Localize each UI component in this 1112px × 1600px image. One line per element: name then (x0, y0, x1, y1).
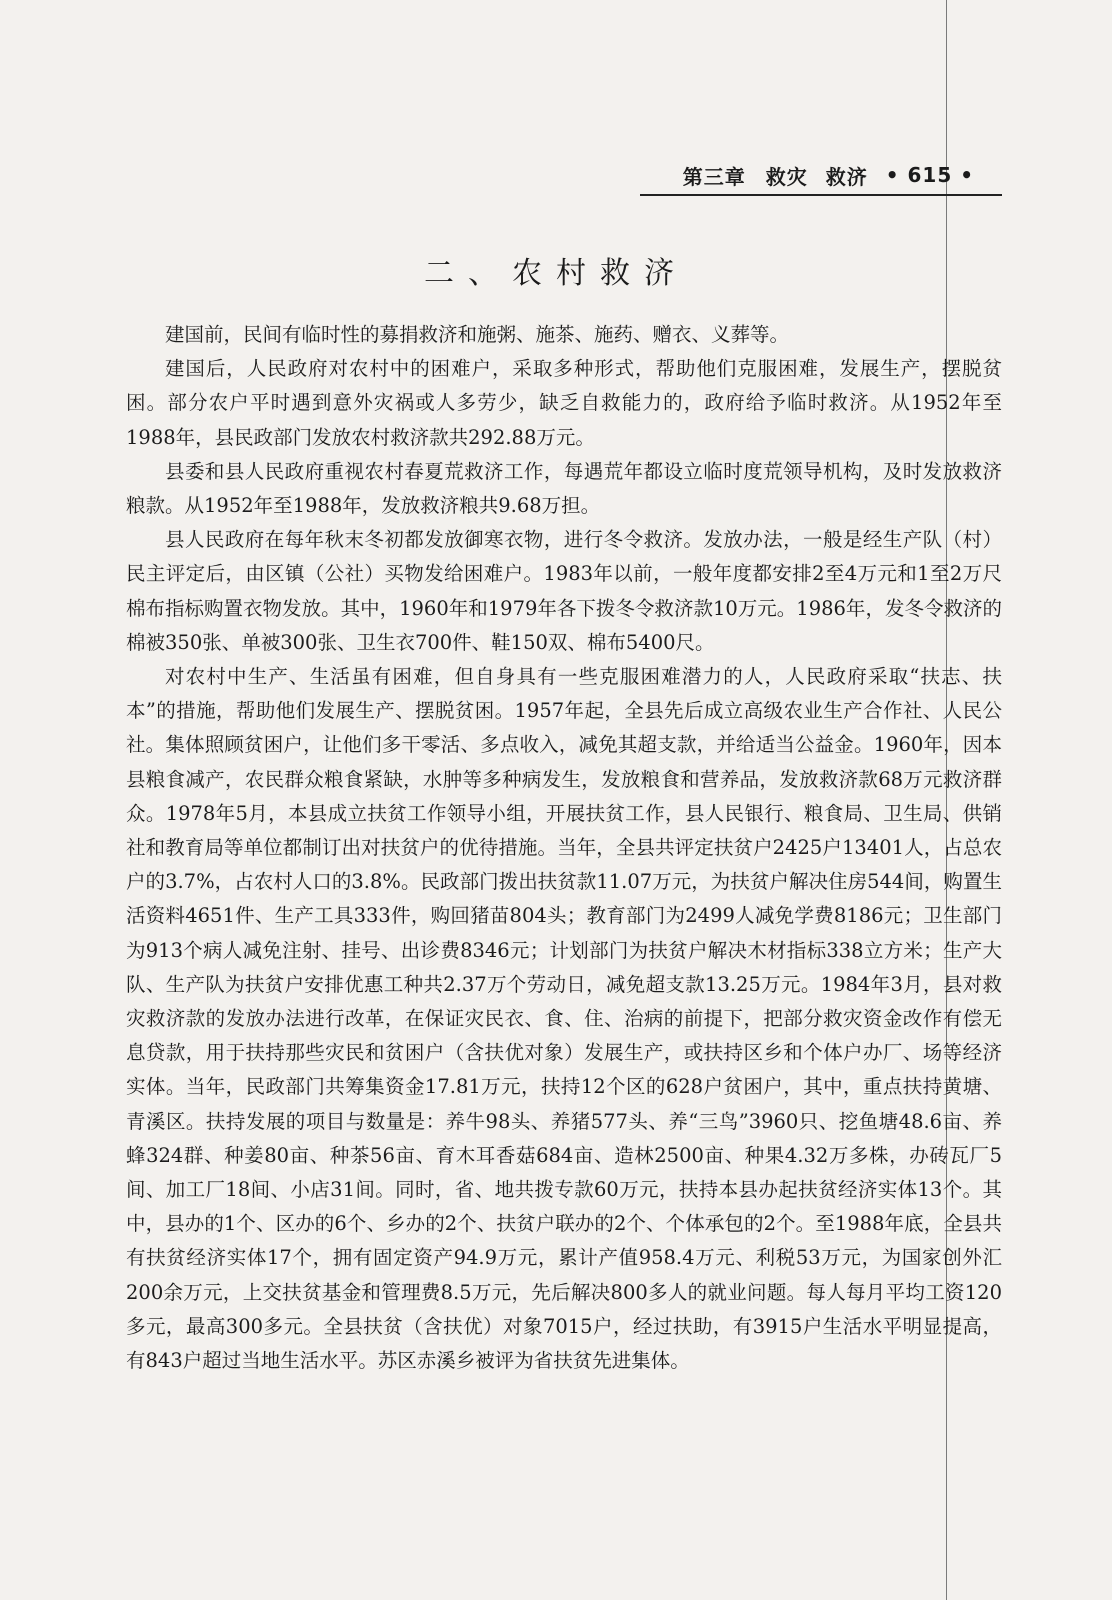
paragraph: 县委和县人民政府重视农村春夏荒救济工作，每遇荒年都设立临时度荒领导机构，及时发放救济粮款。从1952年至1988年，发放救济粮共9.68万担。 (126, 459, 1002, 518)
body-text (126, 318, 1002, 1378)
paragraph: 县人民政府在每年秋末冬初都发放御寒衣物，进行冬令救济。发放办法，一般是经生产队（村）民主评定后，由区镇（公社）买物发给困难户。1983年以前，一般年度都安排2至4万元和1至2万尺棉布指标购置衣物发放。其中，1960年和1979年各下拨冬令救济款10万元。1986年，发冬令救济的棉被350张、单被300张、卫生衣700件、鞋150双、棉布5400尺。 (126, 528, 1002, 654)
paragraph: 建国后，人民政府对农村中的困难户，采取多种形式，帮助他们克服困难，发展生产，摆脱贫困。部分农户平时遇到意外灾祸或人多劳少，缺乏自救能力的，政府给予临时救济。从1952年至1988年，县民政部门发放农村救济款共292.88万元。 (126, 357, 1002, 449)
chapter-label: 第三章 (682, 164, 746, 189)
running-header (640, 156, 1002, 196)
paragraph: 对农村中生产、生活虽有困难，但自身具有一些克服困难潜力的人，人民政府采取“扶志、扶本”的措施，帮助他们发展生产、摆脱贫困。1957年起，全县先后成立高级农业生产合作社、人民公社。集体照顾贫困户，让他们多干零活、多点收入，减免其超支款，并给适当公益金。1960年，因本县粮食减产，农民群众粮食紧缺，水肿等多种病发生，发放粮食和营养品，发放救济款68万元救济群众。1978年5月，本县成立扶贫工作领导小组，开展扶贫工作，县人民银行、粮食局、卫生局、供销社和教育局等单位都制订出对扶贫户的优待措施。当年，全县共评定扶贫户2425户13401人，占总农户的3.7%，占农村人口的3.8%。民政部门拨出扶贫款11.07万元，为扶贫户解决住房544间，购置生活资料4651件、生产工具333件，购回猪苗804头；教育部门为2499人减免学费8186元；卫生部门为913个病人减免注射、挂号、出诊费8346元；计划部门为扶贫户解决木材指标338立方米；生产大队、生产队为扶贫户安排优惠工种共2.37万个劳动日，减免超支款13.25万元。1984年3月，县对救灾救济款的发放办法进行改革，在保证灾民衣、食、住、治病的前提下，把部分救灾资金改作有偿无息贷款，用于扶持那些灾民和贫困户（含扶优对象）发展生产，或扶持区乡和个体户办厂、场等经济实体。当年，民政部门共筹集资金17.81万元，扶持12个区的628户贫困户，其中，重点扶持黄塘、青溪区。扶持发展的项目与数量是：养牛98头、养猪577头、养“三鸟”3960只、挖鱼塘48.6亩、养蜂324群、种姜80亩、种茶56亩、育木耳香菇684亩、造林2500亩、种果4.32万多株，办砖瓦厂5间、加工厂18间、小店31间。同时，省、地共拨专款60万元，扶持本县办起扶贫经济实体13个。其中，县办的1个、区办的6个、乡办的2个、扶贫户联办的2个、个体承包的2个。至1988年底，全县共有扶贫经济实体17个，拥有固定资产94.9万元，累计产值958.4万元、利税53万元，为国家创外汇200余万元，上交扶贫基金和管理费8.5万元，先后解决800多人的就业问题。每人每月平均工资120多元，最高300多元。全县扶贫（含扶优）对象7015户，经过扶助，有3915户生活水平明显提高，有843户超过当地生活水平。苏区赤溪乡被评为省扶贫先进集体。 (126, 665, 1003, 1373)
section-label-aid: 救济 (825, 164, 868, 189)
paragraph: 建国前，民间有临时性的募捐救济和施粥、施茶、施药、赠衣、义葬等。 (165, 323, 790, 346)
section-label-relief: 救灾 (765, 164, 808, 189)
page-number: • 615 • (885, 163, 974, 187)
section-title: 二、农村救济 (424, 256, 688, 291)
